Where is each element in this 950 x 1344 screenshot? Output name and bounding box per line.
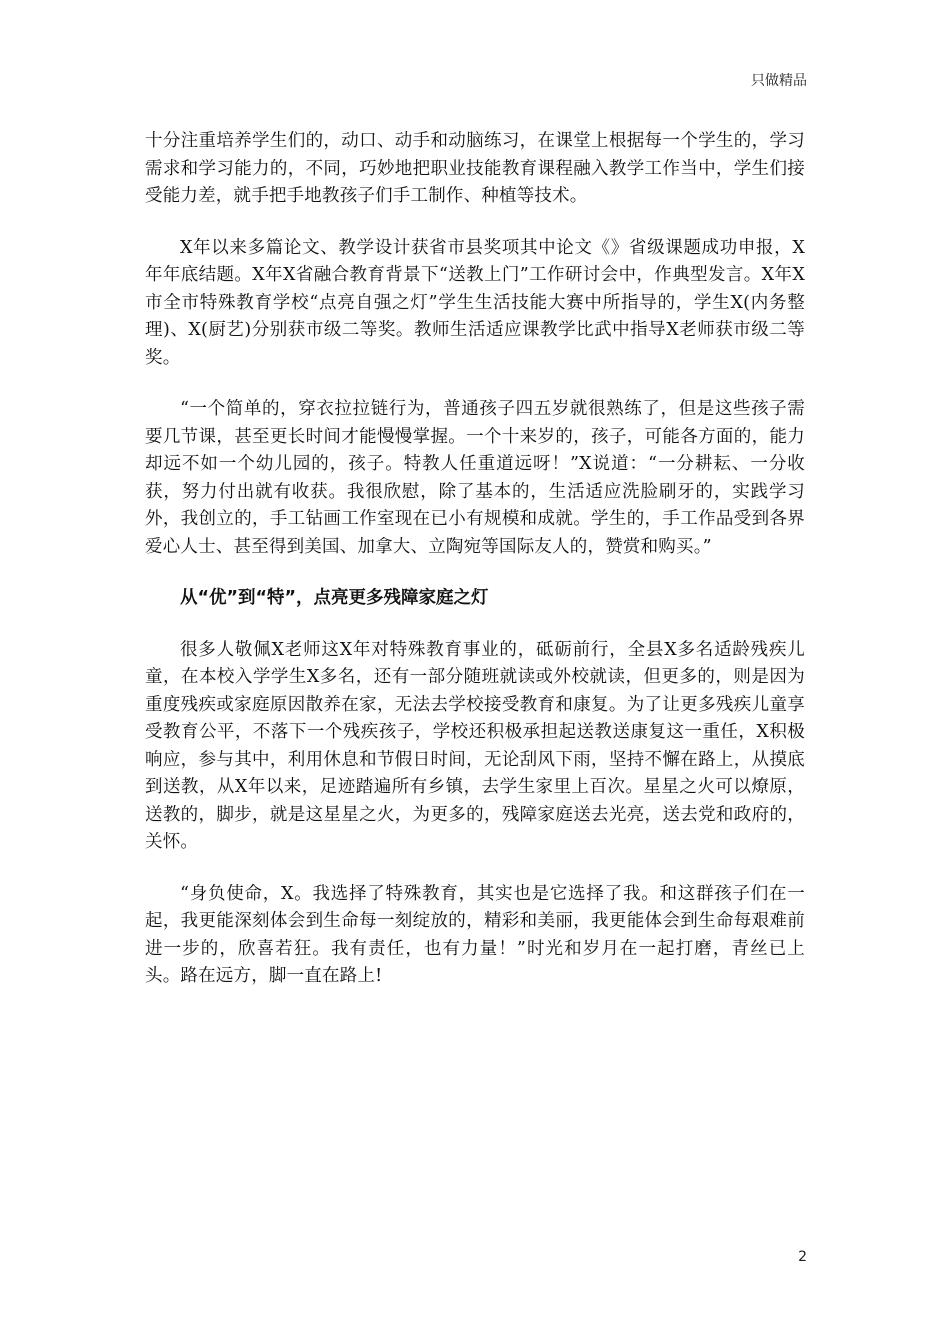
paragraph-3: “一个简单的，穿衣拉拉链行为，普通孩子四五岁就很熟练了，但是这些孩子需要几节课，甚至更长时间才能慢慢掌握。一个十来岁的，孩子，可能各方面的，能力却远不如一个幼儿园的，孩子。特教人任重道远呀！”X说道：“一分耕耘、一分收获，努力付出就有收获。我很欣慰，除了基本的，生活适应洗脸刷牙的，实践学习外，我创立的，手工钻画工作室现在已小有规模和成就。学生的，手工作品受到各界爱心人士、甚至得到美国、加拿大、立陶宛等国际友人的，赞赏和购买。” <box>145 399 805 557</box>
paragraph-2: X年以来多篇论文、教学设计获省市县奖项其中论文《》省级课题成功申报，X年年底结题。X年X省融合教育背景下“送教上门”工作研讨会中，作典型发言。X年X市全市特殊教育学校“点亮自强之灯”学生生活技能大赛中所指导的，学生X(内务整理)、X(厨艺)分别获市级二等奖。教师生活适应课教学比武中指导X老师获市级二等奖。 <box>145 237 805 368</box>
section-heading: 从“优”到“特”，点亮更多残障家庭之灯 <box>180 588 489 608</box>
paragraph-4: 很多人敬佩X老师这X年对特殊教育事业的，砥砺前行，全县X多名适龄残疾儿童，在本校入学学生X多名，还有一部分随班就读或外校就读，但更多的，则是因为重度残疾或家庭原因散养在家，无法去学校接受教育和康复。为了让更多残疾儿童享受教育公平，不落下一个残疾孩子，学校还积极承担起送教送康复这一重任，X积极响应，参与其中，利用休息和节假日时间，无论刮风下雨，坚持不懈在路上，从摸底到送教，从X年以来，足迹踏遍所有乡镇，去学生家里上百次。星星之火可以燎原，送教的，脚步，就是这星星之火，为更多的，残障家庭送去光亮，送去党和政府的，关怀。 <box>145 639 805 852</box>
paragraph-5: “身负使命，X。我选择了特殊教育，其实也是它选择了我。和这群孩子们在一起，我更能深刻体会到生命每一刻绽放的，精彩和美丽，我更能体会到生命每艰难前进一步的，欣喜若狂。我有责任，也有力量！”时光和岁月在一起打磨，青丝已上头。路在远方，脚一直在路上! <box>145 883 805 986</box>
paragraph-1: 十分注重培养学生们的，动口、动手和动脑练习，在课堂上根据每一个学生的，学习需求和学习能力的，不同，巧妙地把职业技能教育课程融入教学工作当中，学生们接受能力差，就手把手地教孩子们手工制作、种植等技术。 <box>145 131 805 206</box>
header-note: 只做精品 <box>751 73 807 89</box>
document-body <box>145 128 805 1015</box>
page-number: 2 <box>798 1249 807 1265</box>
